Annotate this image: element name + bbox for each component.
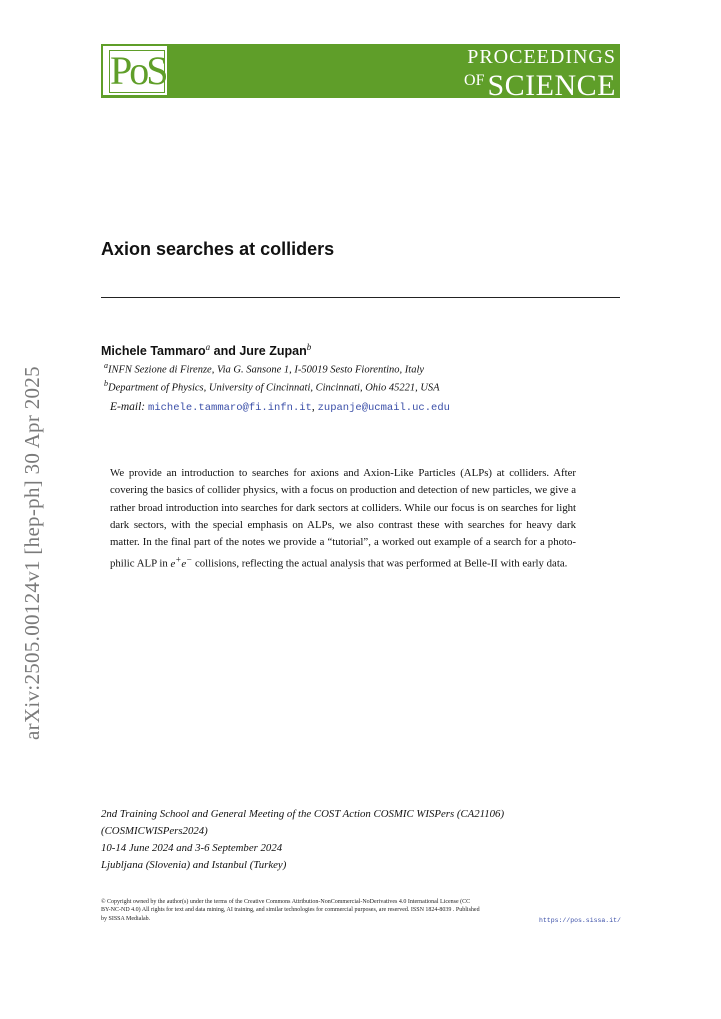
abstract-text: We provide an introduction to searches for axions and Axion-Like Particles (ALPs) at colliders. [110,467,550,479]
conference-line: 10-14 June 2024 and 3-6 September 2024 [101,842,283,854]
conference-line: Ljubljana (Slovenia) and Istanbul (Turkey) [101,859,287,871]
affiliation-text: INFN Sezione di Firenze, Via G. Sansone 1, I-50019 Sesto Fiorentino, Italy [108,364,425,376]
copyright-notice: © Copyright owned by the author(s) under the terms of the Creative Commons Attribution-NonCommercial-NoDerivatives 4.0 International License (CC BY-NC-ND 4.0) All rights for text and data mining, AI training, and similar technologies for commercial purposes, are reserved. ISSN 1824-8039 . Published by SISSA Medialab. [101,899,480,922]
email-row [110,401,450,414]
affiliation-a [104,361,424,376]
of-science-label [464,66,616,106]
science-label: SCIENCE [487,69,616,102]
email-link-2[interactable]: zupanje@ucmail.uc.edu [317,402,450,414]
abstract-text: analysis that was performed at Belle-II with early data. [330,558,568,571]
abstract-text: focus is on searches for light dark sectors, with the special emphasis on ALPs, we also contrast [110,501,576,531]
abstract [110,465,576,573]
collision-formula: e+e− [170,554,193,571]
abstract-text: a worked out example of a search for a photo-philic ALP in [110,536,577,571]
email-separator: , [311,401,315,413]
paper-title: Axion searches at colliders [101,239,335,259]
email-link-1[interactable]: michele.tammaro@fi.infn.it [148,402,312,414]
abstract-text: these with searches for heavy dark matter. In the final part of the notes we provide a “tutorial”, [110,518,577,549]
conference-info [101,806,504,874]
affiliation-marker: a [104,361,108,370]
affiliation-marker: b [104,379,108,388]
author-affil-marker: a [205,342,211,352]
pos-header-banner [101,44,620,102]
conference-line: 2nd Training School and General Meeting of the COST Action COSMIC WISPers (CA21106) [101,808,505,820]
abstract-text: particles, we give a rather broad introduction into searches for dark sectors at colliders. While our [110,484,577,514]
author-name: Jure Zupan [239,344,307,359]
email-label: E-mail: [110,401,146,413]
affiliation-b [104,379,440,394]
pos-logo [103,46,167,95]
author-list [101,342,311,358]
proceedings-label: PROCEEDINGS [467,46,616,68]
pos-url-link[interactable]: https://pos.sissa.it/ [539,917,621,924]
author-name: Michele Tammaro [101,344,206,359]
abstract-text: collisions, reflecting the actual [192,558,328,571]
affiliation-text: Department of Physics, University of Cincinnati, Cincinnati, Ohio 45221, USA [108,382,440,394]
of-label: OF [464,72,485,89]
pos-logo-text: PoS [110,48,166,93]
author-connector: and [210,344,240,359]
conference-line: (COSMICWISPers2024) [101,825,208,837]
abstract-text: After covering the basics of collider physics, with a focus on production and detection of new [110,467,576,497]
arxiv-side-stamp: arXiv:2505.00124v1 [hep-ph] 30 Apr 2025 [20,366,44,740]
title-divider [101,297,620,298]
author-affil-marker: b [306,342,312,352]
